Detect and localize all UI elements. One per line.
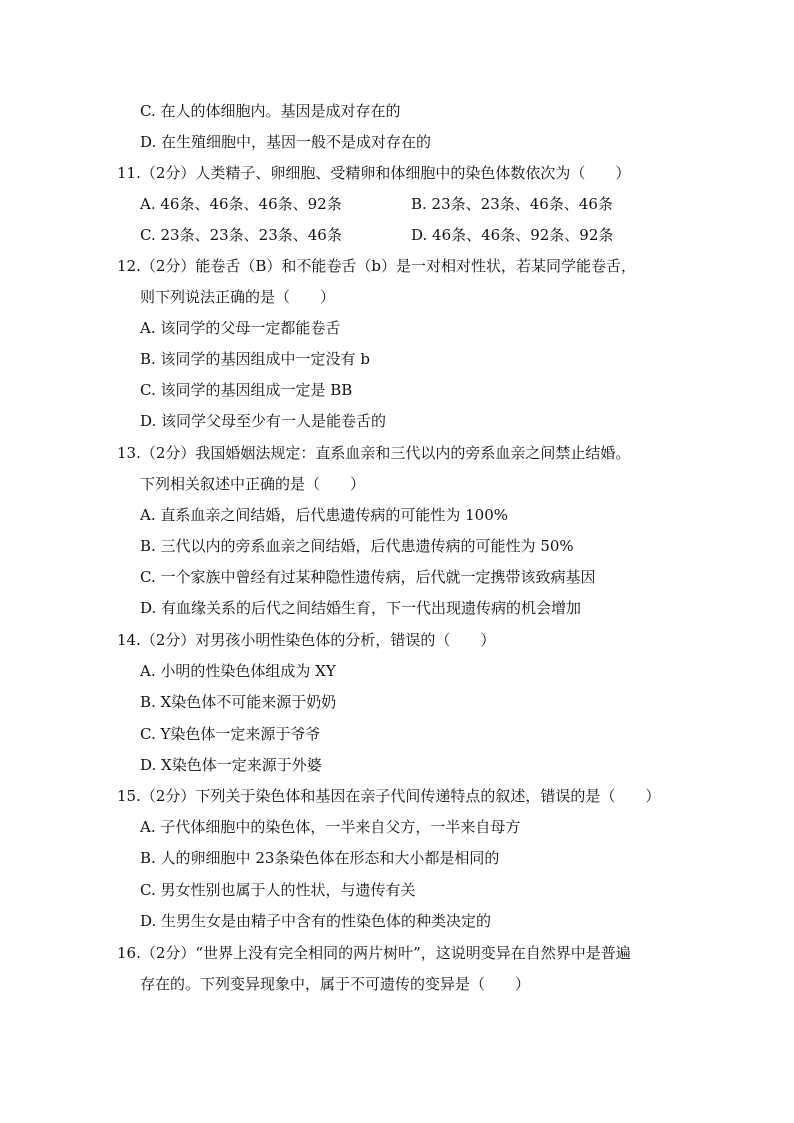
q10-option-d: D. 在生殖细胞中，基因一般不是成对存在的 — [140, 133, 432, 151]
q14-option-c: C. Y染色体一定来源于爷爷 — [140, 725, 321, 743]
q15-option-d: D. 生男生女是由精子中含有的性染色体的种类决定的 — [140, 912, 492, 930]
q12-option-c: C. 该同学的基因组成一定是 BB — [140, 381, 353, 399]
q14-option-b: B. X染色体不可能来源于奶奶 — [140, 693, 337, 711]
q13-stem: 13.（2分）我国婚姻法规定：直系血亲和三代以内的旁系血亲之间禁止结婚。 — [117, 444, 631, 462]
q15-option-c: C. 男女性别也属于人的性状，与遗传有关 — [140, 881, 416, 899]
q13-option-a: A. 直系血亲之间结婚，后代患遗传病的可能性为 100% — [140, 506, 509, 524]
q13-option-c: C. 一个家族中曾经有过某种隐性遗传病，后代就一定携带该致病基因 — [140, 568, 596, 586]
q13-stem-cont: 下列相关叙述中正确的是（ ） — [140, 475, 366, 493]
q13-option-d: D. 有血缘关系的后代之间结婚生育，下一代出现遗传病的机会增加 — [140, 599, 582, 617]
q14-option-d: D. X染色体一定来源于外婆 — [140, 756, 322, 774]
q12-option-b: B. 该同学的基因组成中一定没有 b — [140, 350, 370, 368]
q10-option-c: C. 在人的体细胞内。基因是成对存在的 — [140, 102, 401, 120]
q12-stem: 12.（2分）能卷舌（B）和不能卷舌（b）是一对相对性状，若某同学能卷舌， — [117, 257, 637, 275]
q11-option-d: D. 46条、46条、92条、92条 — [411, 226, 614, 244]
q12-option-d: D. 该同学父母至少有一人是能卷舌的 — [140, 412, 387, 430]
q11-option-a: A. 46条、46条、46条、92条 — [140, 195, 342, 213]
q14-stem: 14.（2分）对男孩小明性染色体的分析，错误的（ ） — [117, 631, 496, 649]
q11-option-c: C. 23条、23条、23条、46条 — [140, 226, 342, 244]
q16-stem: 16.（2分）“世界上没有完全相同的两片树叶”，这说明变异在自然界中是普遍 — [117, 944, 631, 962]
q12-stem-cont: 则下列说法正确的是（ ） — [140, 288, 336, 306]
q14-option-a: A. 小明的性染色体组成为 XY — [140, 662, 336, 680]
q15-option-a: A. 子代体细胞中的染色体，一半来自父方，一半来自母方 — [140, 818, 521, 836]
q13-option-b: B. 三代以内的旁系血亲之间结婚，后代患遗传病的可能性为 50% — [140, 537, 574, 555]
q15-stem: 15.（2分）下列关于染色体和基因在亲子代间传递特点的叙述，错误的是（ ） — [117, 787, 661, 805]
q12-option-a: A. 该同学的父母一定都能卷舌 — [140, 319, 341, 337]
q16-stem-cont: 存在的。下列变异现象中，属于不可遗传的变异是（ ） — [140, 975, 531, 993]
q11-stem: 11.（2分）人类精子、卵细胞、受精卵和体细胞中的染色体数依次为（ ） — [117, 164, 631, 182]
q11-option-b: B. 23条、23条、46条、46条 — [411, 195, 613, 213]
q15-option-b: B. 人的卵细胞中 23条染色体在形态和大小都是相同的 — [140, 849, 500, 867]
